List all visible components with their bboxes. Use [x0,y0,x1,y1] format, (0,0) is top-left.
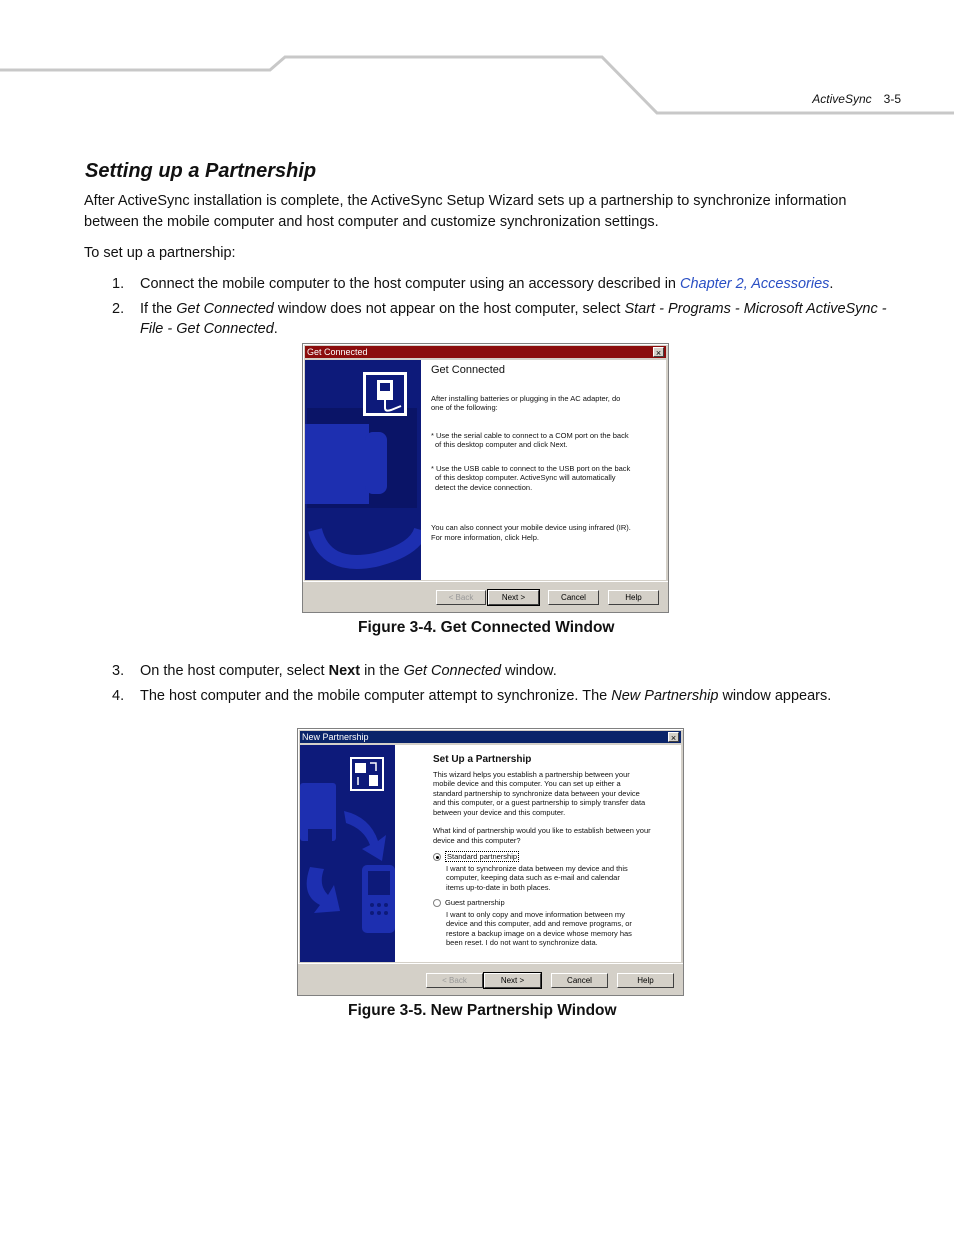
figure-caption: Figure 3-5. New Partnership Window [348,1002,617,1019]
running-head-section: ActiveSync [812,92,872,106]
back-button[interactable]: < Back [426,973,483,988]
radio-unselected-icon[interactable] [433,899,441,907]
window-title: Get Connected [307,347,368,357]
button-bar [298,963,683,995]
window-body [300,745,681,962]
step-text: On the host computer, select Next in the Get Connected window. [140,663,557,679]
intro-paragraph: After ActiveSync installation is complete, the ActiveSync Setup Wizard sets up a partnership to synchronize information between the mobile computer and host computer and customize synchronization settings. [84,193,847,230]
close-icon[interactable]: × [653,347,664,357]
page-number: 3-5 [883,92,901,106]
option-label: Standard partnership [447,852,518,861]
section-title: Setting up a Partnership [85,160,317,182]
new-partnership-window [297,728,684,996]
cancel-button[interactable]: Cancel [551,973,608,988]
intro-line: This wizard helps you establish a partnership between your [433,769,630,779]
step-number: 1. [112,276,125,292]
next-button[interactable]: Next > [488,590,539,605]
option-label: Guest partnership [445,898,505,907]
lead-in: To set up a partnership: [84,245,236,261]
intro-line: and this computer, or a guest partnership to simply transfer data [433,798,646,807]
help-button[interactable]: Help [617,973,674,988]
window-titlebar [305,346,666,358]
question-line: device and this computer? [433,835,521,845]
step-text: The host computer and the mobile computer attempt to synchronize. The New Partnership window appears. [140,688,832,704]
intro-line: standard partnership to synchronize data between your device [433,788,640,798]
intro-line: between your device and this computer. [433,807,566,817]
option-description: computer, keeping data such as e-mail and calendar [446,873,620,882]
header-rule [0,0,954,120]
option-description: device and this computer, add and remove programs, or [446,919,632,928]
wizard-side-graphic [300,745,395,962]
instruction-line: After installing batteries or plugging in the AC adapter, do [431,393,621,403]
instruction-line: * Use the USB cable to connect to the USB port on the back [431,463,631,473]
window-titlebar [300,731,681,743]
option-description: I want to synchronize data between my device and this [446,863,628,873]
instruction-line: detect the device connection. [435,482,533,492]
window-title: New Partnership [302,732,369,742]
step-text: If the Get Connected window does not appear on the host computer, select Start - Programs - Microsoft ActiveSync - File - Get Connected. [140,301,887,337]
wizard-content [431,366,661,542]
instruction-line: You can also connect your mobile device using infrared (IR). [431,523,631,532]
step-number: 3. [112,663,125,679]
option-description: I want to only copy and move information between my [446,909,625,919]
close-icon[interactable]: × [668,732,679,742]
question-line: What kind of partnership would you like to establish between your [433,826,651,835]
back-button[interactable]: < Back [436,590,486,605]
instruction-line: one of the following: [431,403,498,412]
chapter-link[interactable]: Chapter 2, Accessories [680,276,830,292]
step-number: 4. [112,688,125,704]
option-description: been reset. I do not want to synchronize data. [446,938,598,947]
option-description: restore a backup image on a device whose memory has [446,928,632,938]
next-button[interactable]: Next > [484,973,541,988]
option-description: items up-to-date in both places. [446,882,551,892]
dialog-heading: Get Connected [431,364,505,376]
dialog-heading: Set Up a Partnership [433,754,532,765]
instruction-line: * Use the serial cable to connect to a COM port on the back [431,430,629,440]
standard-partnership-option[interactable] [433,852,678,862]
radio-selected-icon[interactable] [433,853,441,861]
cancel-button[interactable]: Cancel [548,590,599,605]
window-body [305,360,666,580]
instruction-line: For more information, click Help. [431,532,539,542]
instruction-line: of this desktop computer. ActiveSync will automatically [435,473,616,482]
wizard-content [433,755,678,948]
button-bar [303,581,668,612]
running-head [812,92,901,106]
guest-partnership-option[interactable] [433,898,678,908]
wizard-side-graphic [305,360,421,580]
intro-line: mobile device and this computer. You can set up either a [433,779,621,788]
step-number: 2. [112,301,125,317]
instruction-line: of this desktop computer and click Next. [435,440,568,449]
get-connected-window [302,343,669,613]
figure-caption: Figure 3-4. Get Connected Window [358,619,615,636]
step-text: Connect the mobile computer to the host computer using an accessory described in Chapter 2, Accessories. [140,276,834,292]
help-button[interactable]: Help [608,590,659,605]
